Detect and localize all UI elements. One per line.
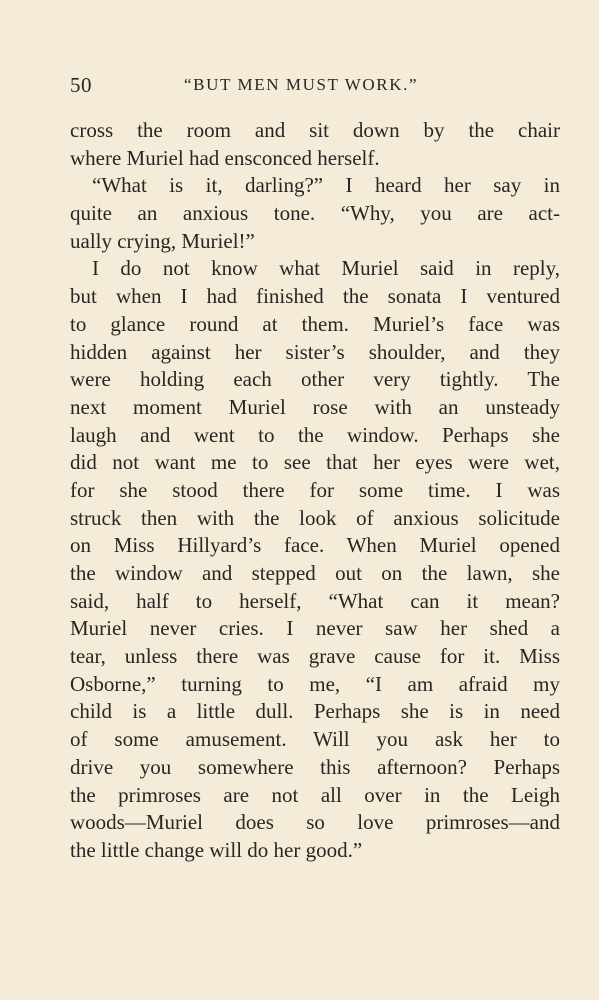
text-line: tear, unless there was grave cause for it. Miss — [70, 644, 560, 669]
text-line: the primroses are not all over in the Leigh — [70, 782, 560, 807]
text-line: did not want me to see that her eyes were wet, — [70, 450, 560, 475]
text-line: struck then with the look of anxious solicitude — [70, 505, 560, 530]
text-line: but when I had finished the sonata I ventured — [70, 284, 560, 309]
text-line: next moment Muriel rose with an unsteady — [70, 394, 560, 419]
text-line: laugh and went to the window. Perhaps she — [70, 422, 560, 447]
text-line: to glance round at them. Muriel’s face was — [70, 311, 560, 336]
body-text — [70, 117, 560, 865]
text-line: woods—Muriel does so love primroses—and — [70, 810, 560, 835]
text-line: drive you somewhere this afternoon? Perhaps — [70, 754, 560, 779]
text-line: the window and stepped out on the lawn, she — [70, 561, 560, 585]
text-line: cross the room and sit down by the chair — [70, 118, 560, 142]
text-line: Osborne,” turning to me, “I am afraid my — [70, 671, 560, 696]
text-line: I do not know what Muriel said in reply, — [92, 256, 560, 281]
text-line: quite an anxious tone. “Why, you are act- — [70, 201, 560, 226]
text-line: child is a little dull. Perhaps she is in need — [70, 699, 560, 724]
text-line: on Miss Hillyard’s face. When Muriel opened — [70, 533, 560, 558]
text-line: said, half to herself, “What can it mean? — [70, 588, 560, 613]
text-line: of some amusement. Will you ask her to — [70, 727, 560, 752]
running-head: “BUT MEN MUST WORK.” — [184, 75, 419, 94]
page-number: 50 — [70, 73, 92, 97]
text-line: the little change will do her good.” — [70, 837, 363, 862]
text-line: for she stood there for some time. I was — [70, 477, 560, 502]
text-line: hidden against her sister’s shoulder, and they — [70, 339, 560, 364]
text-line: where Muriel had ensconced herself. — [70, 145, 380, 170]
text-line: ually crying, Muriel!” — [70, 228, 255, 253]
text-line: were holding each other very tightly. The — [70, 367, 560, 392]
text-line: Muriel never cries. I never saw her shed a — [70, 616, 560, 641]
text-line: “What is it, darling?” I heard her say in — [92, 173, 560, 198]
